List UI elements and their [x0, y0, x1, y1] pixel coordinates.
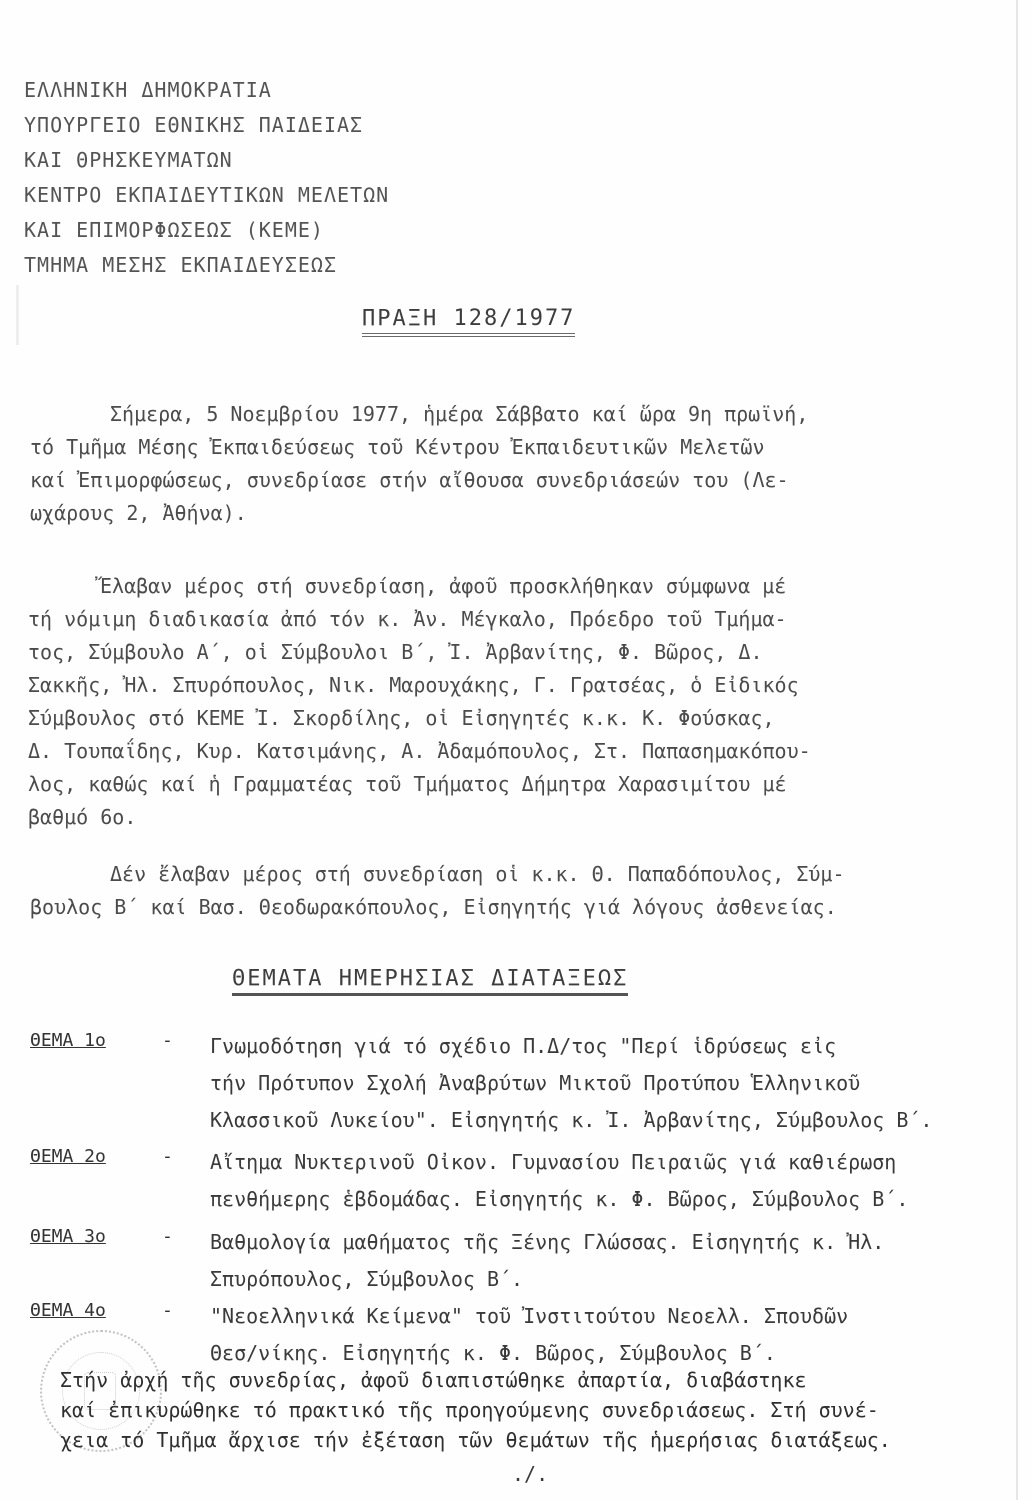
- letterhead-line: ΚΑΙ ΘΡΗΣΚΕΥΜΑΤΩΝ: [24, 148, 233, 172]
- agenda-item-dash: -: [162, 1030, 173, 1051]
- letterhead: [24, 78, 389, 288]
- letterhead-line: ΚΕΝΤΡΟ ΕΚΠΑΙΔΕΥΤΙΚΩΝ ΜΕΛΕΤΩΝ: [24, 183, 390, 207]
- text-line: Δέν ἔλαβαν μέρος στή συνεδρίαση οἱ κ.κ. Θ. Παπαδόπουλος, Σύμ-: [110, 862, 845, 886]
- text-line: Ἔλαβαν μέρος στή συνεδρίαση, ἀφοῦ προσκλήθηκαν σύμφωνα μέ: [100, 574, 787, 598]
- text-line: Αἴτημα Νυκτερινοῦ Οἰκον. Γυμνασίου Πειραιῶς γιά καθιέρωση: [210, 1150, 897, 1174]
- text-line: βουλος Β΄ καί Βασ. Θεοδωρακόπουλος, Εἰσηγητής γιά λόγους ἀσθενείας.: [30, 895, 837, 919]
- text-line: Γνωμοδότηση γιά τό σχέδιο Π.Δ/τος "Περί ἱδρύσεως εἰς: [210, 1034, 837, 1058]
- agenda-item-label: ΘΕΜΑ 1ο: [30, 1030, 106, 1051]
- paragraph-closing: [60, 1365, 891, 1455]
- agenda-item-label: ΘΕΜΑ 4ο: [30, 1300, 106, 1321]
- text-line: "Νεοελληνικά Κείμενα" τοῦ Ἰνστιτούτου Νεοελλ. Σπουδῶν: [210, 1304, 849, 1328]
- text-line: καί ἐπικυρώθηκε τό πρακτικό τῆς προηγούμενης συνεδριάσεως. Στή συνέ-: [60, 1398, 879, 1422]
- text-line: ωχάρους 2, Ἀθήνα).: [30, 501, 247, 525]
- letterhead-line: ΕΛΛΗΝΙΚΗ ΔΗΜΟΚΡΑΤΙΑ: [24, 78, 272, 102]
- paper-stain: [16, 285, 19, 345]
- text-line: Στήν ἀρχή τῆς συνεδρίας, ἀφοῦ διαπιστώθηκε ἀπαρτία, διαβάστηκε: [60, 1368, 807, 1392]
- page-edge-shadow: [1016, 0, 1018, 1500]
- text-line: Σπυρόπουλος, Σύμβουλος Β΄.: [210, 1267, 524, 1291]
- paragraph-absentees: [30, 858, 845, 924]
- agenda-item-text: [210, 1298, 848, 1372]
- paragraph-meeting-date: [30, 398, 809, 530]
- text-line: Κλασσικοῦ Λυκείου". Εἰσηγητής κ. Ἰ. Ἀρβανίτης, Σύμβουλος Β΄.: [210, 1108, 933, 1132]
- text-line: πενθήμερης ἑβδομάδας. Εἰσηγητής κ. Φ. Βῶρος, Σύμβουλος Β΄.: [210, 1187, 909, 1211]
- agenda-item-text: [210, 1224, 884, 1298]
- text-line: λος, καθώς καί ἡ Γραμματέας τοῦ Τμήματος Δήμητρα Χαρασιμίτου μέ: [28, 772, 787, 796]
- text-line: χεια τό Τμῆμα ἄρχισε τήν ἐξέταση τῶν θεμάτων τῆς ἡμερήσιας διατάξεως.: [60, 1428, 891, 1452]
- agenda-item-dash: -: [162, 1146, 173, 1167]
- text-line: Σήμερα, 5 Νοεμβρίου 1977, ἡμέρα Σάββατο καί ὥρα 9η πρωϊνή,: [110, 402, 809, 426]
- agenda-item-label: ΘΕΜΑ 3ο: [30, 1226, 106, 1247]
- letterhead-line: ΤΜΗΜΑ ΜΕΣΗΣ ΕΚΠΑΙΔΕΥΣΕΩΣ: [24, 253, 337, 277]
- agenda-item-text: [210, 1028, 932, 1139]
- text-line: τήν Πρότυπον Σχολή Ἀναβρύτων Μικτοῦ Προτύπου Ἑλληνικοῦ: [210, 1071, 861, 1095]
- text-line: Σακκῆς, Ἠλ. Σπυρόπουλος, Νικ. Μαρουχάκης, Γ. Γρατσέας, ὁ Εἰδικός: [28, 673, 799, 697]
- text-line: τό Τμῆμα Μέσης Ἐκπαιδεύσεως τοῦ Κέντρου Ἐκπαιδευτικῶν Μελετῶν: [30, 435, 765, 459]
- paragraph-attendees: [28, 570, 811, 834]
- text-line: καί Ἐπιμορφώσεως, συνεδρίασε στήν αἴθουσα συνεδριάσεών του (Λε-: [30, 468, 789, 492]
- text-line: βαθμό 6ο.: [28, 805, 137, 829]
- text-line: Θεσ/νίκης. Εἰσηγητής κ. Φ. Βῶρος, Σύμβουλος Β΄.: [210, 1341, 776, 1365]
- agenda-item-text: [210, 1144, 908, 1218]
- letterhead-line: ΥΠΟΥΡΓΕΙΟ ΕΘΝΙΚΗΣ ΠΑΙΔΕΙΑΣ: [24, 113, 364, 137]
- agenda-item-label: ΘΕΜΑ 2ο: [30, 1146, 106, 1167]
- agenda-item-dash: -: [162, 1300, 173, 1321]
- continuation-mark: ./.: [512, 1462, 549, 1486]
- agenda-heading: ΘΕΜΑΤΑ ΗΜΕΡΗΣΙΑΣ ΔΙΑΤΑΞΕΩΣ: [232, 966, 628, 996]
- text-line: Δ. Τουπαΐδης, Κυρ. Κατσιμάνης, Α. Ἀδαμόπουλος, Στ. Παπασημακόπου-: [28, 739, 811, 763]
- text-line: τή νόμιμη διαδικασία ἀπό τόν κ. Ἀν. Μέγκαλο, Πρόεδρο τοῦ Τμήμα-: [28, 607, 787, 631]
- agenda-item-dash: -: [162, 1226, 173, 1247]
- text-line: τος, Σύμβουλο Α΄, οἱ Σύμβουλοι Β΄, Ἰ. Ἀρβανίτης, Φ. Βῶρος, Δ.: [28, 640, 763, 664]
- text-line: Σύμβουλος στό ΚΕΜΕ Ἰ. Σκορδίλης, οἱ Εἰσηγητές κ.κ. Κ. Φούσκας,: [28, 706, 775, 730]
- text-line: Βαθμολογία μαθήματος τῆς Ξένης Γλώσσας. Εἰσηγητής κ. Ἠλ.: [210, 1230, 885, 1254]
- letterhead-line: ΚΑΙ ΕΠΙΜΟΡΦΩΣΕΩΣ (ΚΕΜΕ): [24, 218, 324, 242]
- document-title: ΠΡΑΞΗ 128/1977: [362, 306, 575, 337]
